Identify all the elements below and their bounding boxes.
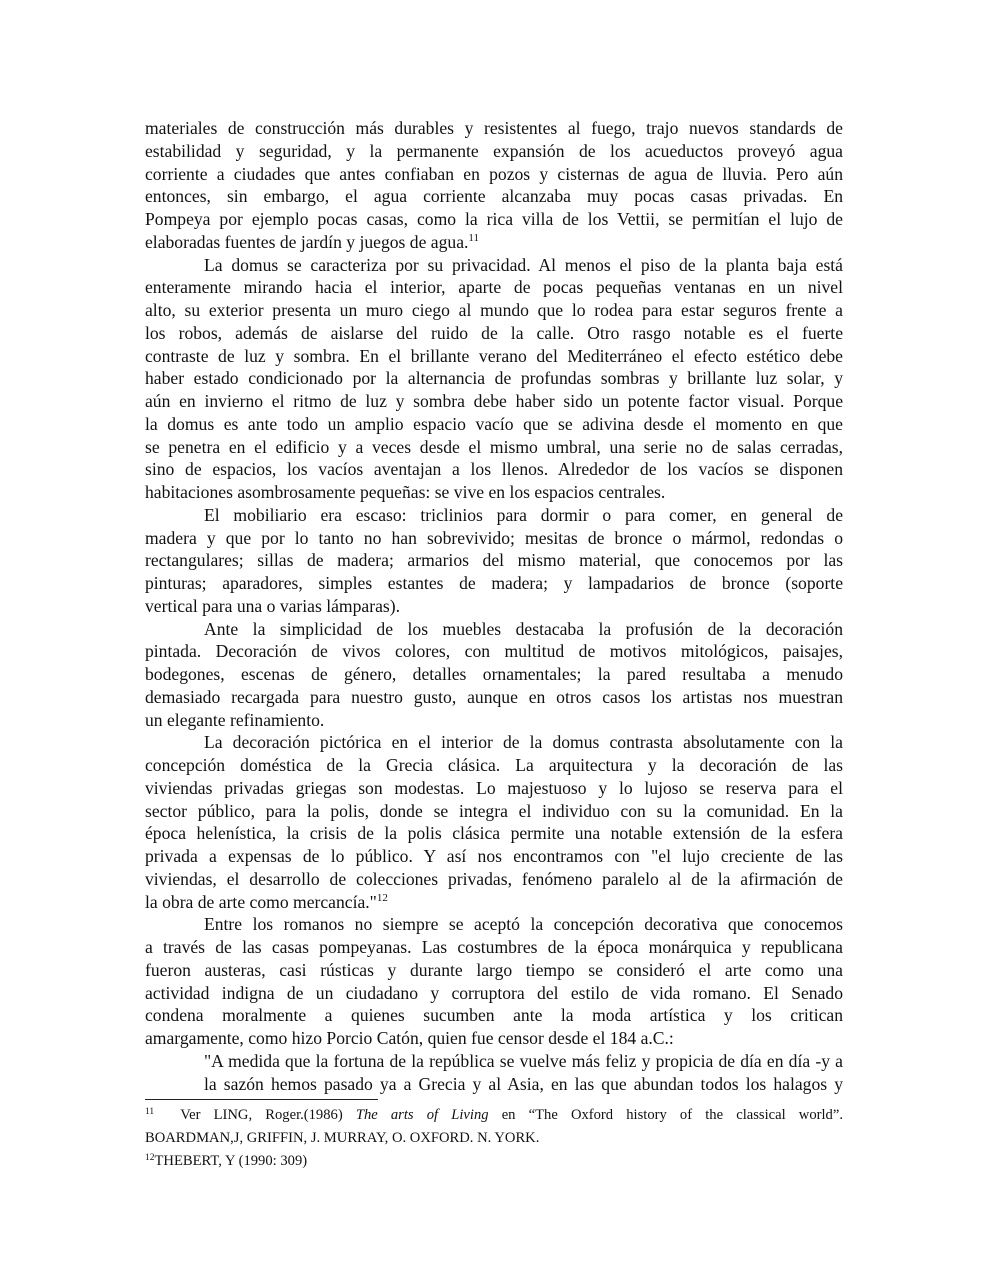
line-text: elaboradas fuentes de jardín y juegos de agua.: [145, 231, 469, 252]
paragraph: [145, 913, 843, 1050]
text-line: [145, 140, 843, 163]
line-text: la domus es ante todo un amplio espacio vacío que se adivina desde el momento en que: [145, 413, 843, 434]
line-text: corriente a ciudades que antes confiaban en pozos y cisternas de agua de lluvia. Pero aún: [145, 163, 843, 184]
line-text: vertical para una o varias lámparas).: [145, 595, 400, 616]
line-text: pinturas; aparadores, simples estantes de madera; y lampadarios de bronce (soporte: [145, 573, 843, 593]
line-text: viviendas privadas griegas son modestas. Lo majestuoso y lo lujoso se reserva para el: [145, 777, 843, 798]
paragraph: [145, 731, 843, 913]
line-text: La decoración pictórica en el interior de la domus contrasta absolutamente con la: [204, 732, 843, 753]
paragraph: [145, 618, 843, 732]
paragraph: [145, 254, 843, 504]
footnote-reference[interactable]: 12: [376, 891, 388, 904]
line-text: la sazón hemos pasado ya a Grecia y al Asia, en las que abundan todos los halagos y: [204, 1073, 843, 1094]
footnote-text: Ver LING, Roger.(1986): [180, 1107, 356, 1123]
text-line: [145, 982, 843, 1005]
text-line: [145, 686, 843, 709]
text-line: [145, 117, 843, 140]
line-text: contraste de luz y sombra. En el brillante verano del Mediterráneo el efecto estético debe: [145, 345, 843, 366]
text-line: [145, 436, 843, 459]
line-text: la obra de arte como mercancía.": [145, 891, 377, 912]
text-line: [145, 1073, 843, 1096]
text-line: [145, 458, 843, 481]
text-line: [145, 413, 843, 436]
line-text: enteramente mirando hacia el interior, aparte de pocas pequeñas ventanas en un nivel: [145, 277, 843, 298]
text-line: [145, 254, 843, 277]
line-text: demasiado recargada para nuestro gusto, aunque en otros casos los artistas nos muestran: [145, 686, 843, 707]
text-line: [145, 276, 843, 299]
text-line: [145, 800, 843, 823]
line-text: aún en invierno el ritmo de luz y sombra debe haber sido un potente factor visual. Porque: [145, 391, 843, 411]
footnote-11: [145, 1106, 843, 1129]
line-text: sino de espacios, los vacíos aventajan a los llenos. Alrededor de los vacíos se disponen: [145, 459, 843, 480]
line-text: un elegante refinamiento.: [145, 709, 325, 730]
text-line: [145, 163, 843, 186]
text-line: [145, 345, 843, 368]
text-line: [145, 481, 843, 504]
footnote-text: en “The Oxford history of the classical world”.: [488, 1107, 843, 1123]
line-text: El mobiliario era escaso: triclinios para dormir o para comer, en general de: [204, 504, 843, 525]
line-text: pintada. Decoración de vivos colores, con multitud de motivos mitológicos, paisajes,: [145, 641, 843, 662]
text-line: [145, 709, 843, 732]
text-line: [145, 754, 843, 777]
line-text: entonces, sin embargo, el agua corriente alcanzaba muy pocas casas privadas. En: [145, 186, 843, 207]
text-line: [145, 572, 843, 595]
text-line: [145, 1004, 843, 1027]
line-text: "A medida que la fortuna de la república se vuelve más feliz y propicia de día en día -y a: [204, 1050, 843, 1071]
line-text: alto, su exterior presenta un muro ciego al mundo que lo rodea para estar seguros frente a: [145, 300, 843, 320]
line-text: Ante la simplicidad de los muebles destacaba la profusión de la decoración: [204, 618, 843, 639]
text-line: [145, 390, 843, 413]
line-text: amargamente, como hizo Porcio Catón, quien fue censor desde el 184 a.C.:: [145, 1028, 674, 1048]
text-line: [145, 231, 843, 254]
footnote-text: THEBERT, Y (1990: 309): [154, 1152, 308, 1169]
line-text: sector público, para la polis, donde se integra el individuo con su la comunidad. En la: [145, 800, 843, 821]
text-line: [145, 1050, 843, 1073]
footnote-title: The arts of Living: [355, 1107, 489, 1123]
line-text: bodegones, escenas de género, detalles ornamentales; la pared resultaba a menudo: [145, 664, 843, 684]
text-line: [145, 891, 843, 914]
footnote-11-cont: BOARDMAN,J, GRIFFIN, J. MURRAY, O. OXFORD. N. YORK.: [145, 1129, 540, 1146]
line-text: época helenística, la crisis de la polis clásica permite una notable extensión de la esfera: [145, 823, 843, 844]
line-text: habitaciones asombrosamente pequeñas: se vive en los espacios centrales.: [145, 482, 666, 502]
text-line: [145, 913, 843, 936]
line-text: fueron austeras, casi rústicas y durante largo tiempo se consideró el arte como una: [145, 959, 843, 980]
text-line: [145, 731, 843, 754]
line-text: viviendas, el desarrollo de colecciones privadas, fenómeno paralelo al de la afirmación de: [145, 868, 843, 889]
line-text: materiales de construcción más durables y resistentes al fuego, trajo nuevos standards de: [145, 118, 843, 138]
block-quote: [145, 1050, 843, 1096]
text-line: [145, 504, 843, 527]
line-text: Pompeya por ejemplo pocas casas, como la rica villa de los Vettii, se permitían el lujo de: [145, 209, 843, 229]
footnote-12: [145, 1152, 843, 1175]
line-text: a través de las casas pompeyanas. Las costumbres de la época monárquica y republicana: [145, 937, 843, 957]
paragraph: [145, 504, 843, 618]
footnote-number: 11: [145, 1107, 155, 1117]
text-line: [145, 868, 843, 891]
text-line: [145, 1027, 843, 1050]
text-line: [145, 549, 843, 572]
text-line: [145, 777, 843, 800]
text-line: [145, 367, 843, 390]
text-line: [145, 595, 843, 618]
line-text: haber estado condicionado por la alternancia de profundas sombras y brillante luz solar, y: [145, 368, 843, 389]
text-line: [145, 618, 843, 641]
line-text: privada a expensas de lo público. Y así nos encontramos con "el lujo creciente de las: [145, 846, 843, 866]
text-line: [145, 299, 843, 322]
text-line: [145, 822, 843, 845]
line-text: estabilidad y seguridad, y la permanente expansión de los acueductos proveyó agua: [145, 140, 843, 161]
line-text: actividad indigna de un ciudadano y corruptora del estilo de vida romano. El Senado: [145, 982, 843, 1003]
line-text: madera y que por lo tanto no han sobrevivido; mesitas de bronce o mármol, redondas o: [145, 527, 843, 548]
line-text: rectangulares; sillas de madera; armarios del mismo material, que conocemos por las: [145, 550, 843, 571]
line-text: se penetra en el edificio y a veces desde el mismo umbral, una serie no de salas cerradas,: [145, 436, 843, 457]
line-text: La domus se caracteriza por su privacidad. Al menos el piso de la planta baja está: [204, 254, 843, 275]
line-text: Entre los romanos no siempre se aceptó la concepción decorativa que conocemos: [204, 914, 843, 935]
paragraph: [145, 117, 843, 254]
footnote-reference[interactable]: 11: [468, 231, 479, 244]
text-line: [145, 959, 843, 982]
footnote-number: 12: [145, 1152, 155, 1163]
text-line: [145, 845, 843, 868]
footnotes: [145, 1106, 843, 1174]
line-text: los robos, además de aislarse del ruido de la calle. Otro rasgo notable es el fuerte: [145, 322, 843, 343]
line-text: concepción doméstica de la Grecia clásica. La arquitectura y la decoración de las: [145, 755, 843, 775]
text-line: [145, 527, 843, 550]
body-text: [145, 117, 843, 1095]
text-line: [145, 322, 843, 345]
text-line: [145, 663, 843, 686]
text-line: [145, 936, 843, 959]
line-text: condena moralmente a quienes sucumben ante la moda artística y los critican: [145, 1005, 843, 1026]
text-line: [145, 208, 843, 231]
text-line: [145, 185, 843, 208]
text-line: [145, 640, 843, 663]
footnote-separator: [145, 1099, 378, 1100]
